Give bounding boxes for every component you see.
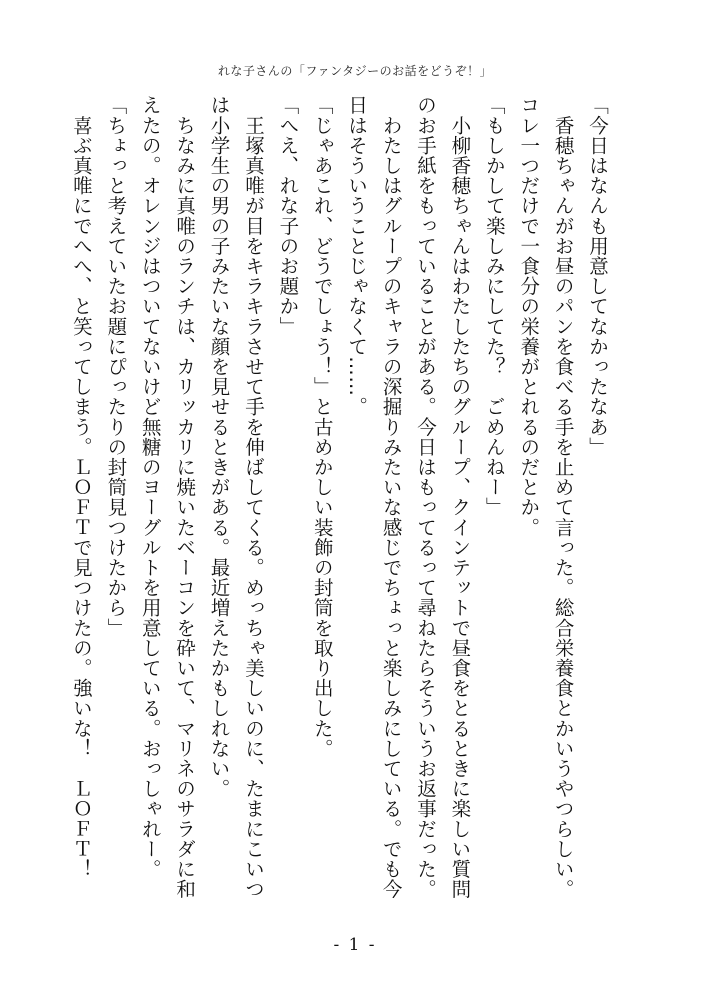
- text-line: えたの。オレンジはついてないけど無糖のヨーグルトを用意している。おっしゃれー。: [138, 95, 162, 879]
- text-line: 「へえ、れな子のお題か」: [276, 95, 300, 337]
- text-line: 「もしかして楽しみにしてた？ ごめんねー」: [482, 95, 506, 518]
- text-line: は小学生の男の子みたいな顔を見せるときがある。最近増えたかもしれない。: [207, 95, 231, 799]
- running-header: れな子さんの「ファンタジーのお話をどうぞ！」: [217, 64, 493, 78]
- vertical-body-text: [64, 95, 615, 915]
- text-line: わたしはグループのキャラの深掘りみたいな感じでちょっと楽しみにしている。でも今: [379, 95, 403, 899]
- text-line: のお手紙をもっていることがある。今日はもってるって尋ねたらそういうお返事だった。: [413, 95, 437, 899]
- page-number: - 1 -: [333, 935, 377, 955]
- text-line: 香穂ちゃんがお昼のパンを食べる手を止めて言った。総合栄養食とかいうやつらしい。: [551, 95, 575, 899]
- text-line: 王塚真唯が目をキラキラさせて手を伸ばしてくる。めっちゃ美しいのに、たまにこいつ: [241, 95, 265, 899]
- text-line: 喜ぶ真唯にでへへ、と笑ってしまう。ＬＯＦＴで見つけたの。強いな！ ＬＯＦＴ！: [69, 95, 93, 879]
- text-line: 日はそういうことじゃなくて……。: [345, 95, 369, 417]
- text-line: ちなみに真唯のランチは、カリッカリに焼いたベーコンを砕いて、マリネのサラダに和: [173, 95, 197, 899]
- text-line: 「じゃあこれ、どうでしょう！」と古めかしい装飾の封筒を取り出した。: [310, 95, 334, 759]
- text-line: コレ一つだけで一食分の栄養がとれるのだとか。: [517, 95, 541, 538]
- text-line: 「今日はなんも用意してなかったなあ」: [586, 95, 609, 457]
- text-line: 小柳香穂ちゃんはわたしたちのグループ、クインテットで昼食をとるときに楽しい質問: [448, 95, 472, 899]
- text-line: 「ちょっと考えていたお題にぴったりの封筒見つけたから」: [104, 95, 128, 638]
